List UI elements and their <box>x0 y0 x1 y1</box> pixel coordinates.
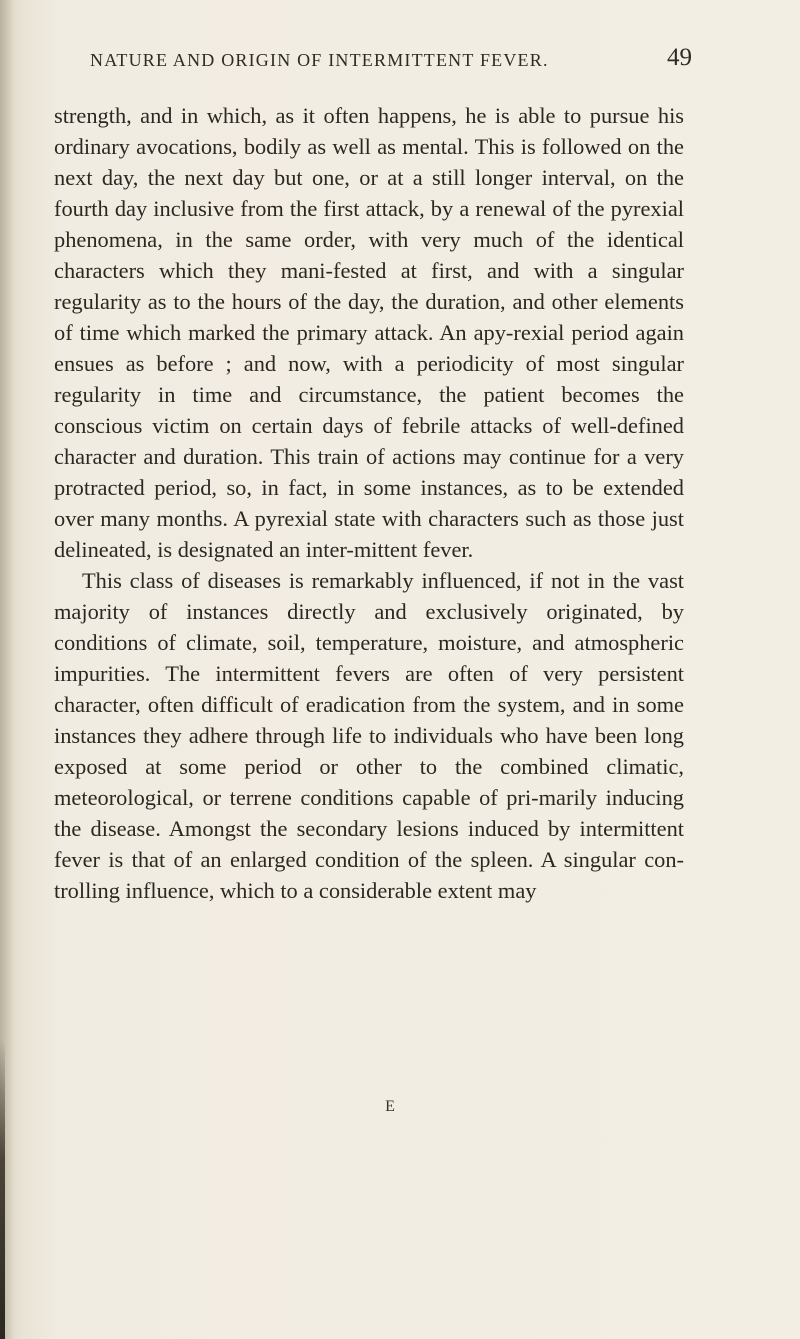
paragraph-2: This class of diseases is remarkably influenced, if not in the vast majority of instances directly and exclusively originated, by conditions of climate, soil, temperature, moisture, and atmospheric impurities. The intermittent fevers are often of very persistent character, often difficult of eradication from the system, and in some instances they adhere through life to individuals who have been long exposed at some period or other to the combined climatic, meteorological, or terrene conditions capable of pri-marily inducing the disease. Amongst the secondary lesions induced by intermittent fever is that of an enlarged condition of the spleen. A singular con-trolling influence, which to a considerable extent may <box>54 568 684 903</box>
gutter-binding-mark <box>0 1039 5 1339</box>
page-header <box>90 46 690 76</box>
running-head: NATURE AND ORIGIN OF INTERMITTENT FEVER. <box>90 50 549 70</box>
body-text <box>54 100 684 906</box>
signature-mark: E <box>385 1098 395 1115</box>
paragraph-1: strength, and in which, as it often happens, he is able to pursue his ordinary avocations, bodily as well as mental. This is followed on the next day, the next day but one, or at a still longer interval, on the fourth day inclusive from the first attack, by a renewal of the pyrexial phenomena, in the same order, with very much of the identical characters which they mani-fested at first, and with a singular regularity as to the hours of the day, the duration, and other elements of time which marked the primary attack. An apy-rexial period again ensues as before ; and now, with a periodicity of most singular regularity in time and circumstance, the patient becomes the conscious victim on certain days of febrile attacks of well-defined character and duration. This train of actions may continue for a very protracted period, so, in fact, in some instances, as to be extended over many months. A pyrexial state with characters such as those just delineated, is designated an inter-mittent fever. <box>54 103 684 562</box>
page-number: 49 <box>667 44 692 71</box>
